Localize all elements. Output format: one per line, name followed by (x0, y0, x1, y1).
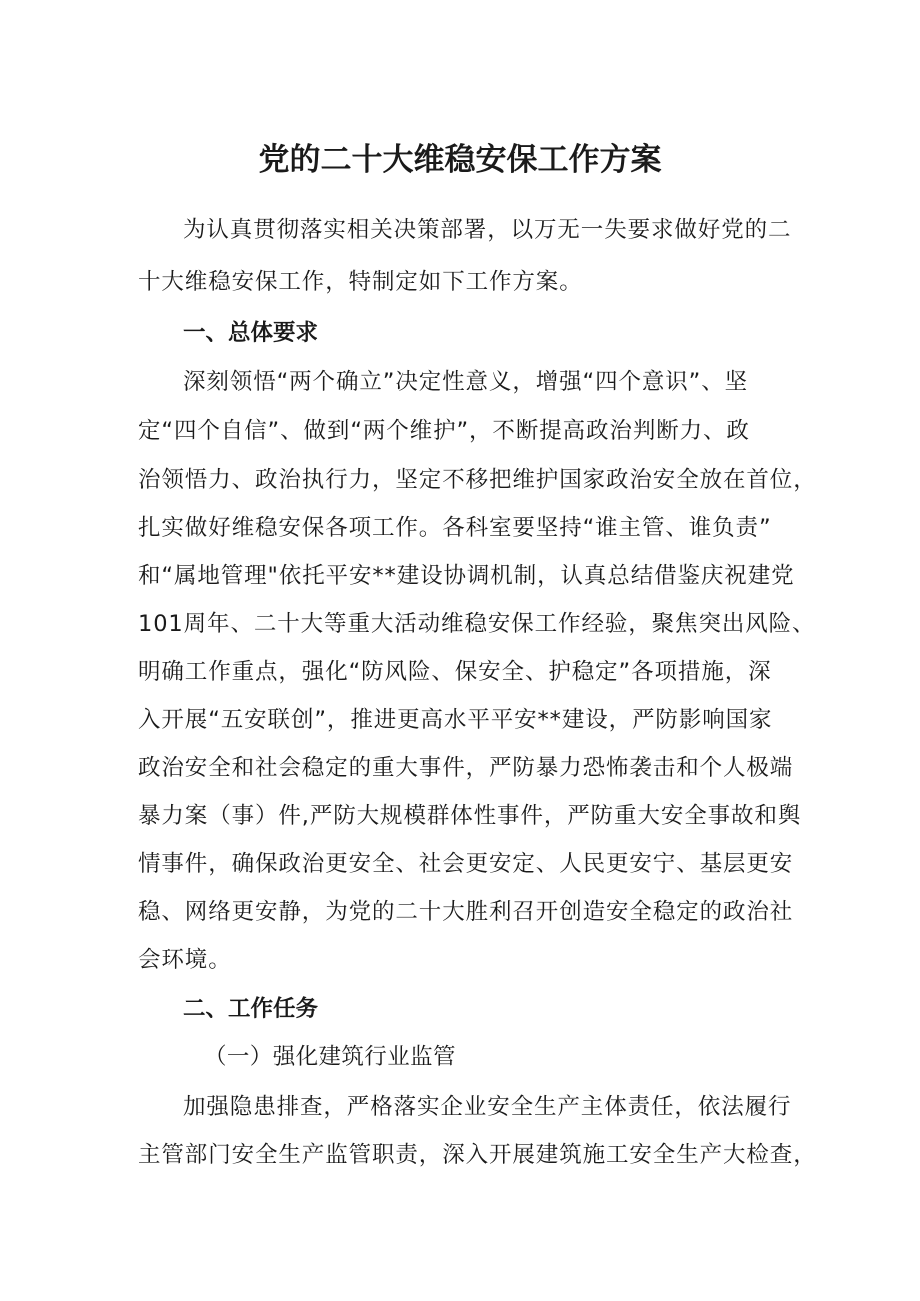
section-1-line-9: 政治安全和社会稳定的重大事件，严防暴力恐怖袭击和个人极端 (138, 755, 794, 781)
subsection-1-line-2: 主管部门安全生产监管职责，深入开展建筑施工安全生产大检查， (138, 1142, 817, 1168)
section-2-heading: 二、工作任务 (183, 996, 319, 1022)
section-1-line-13: 会环境。 (138, 947, 232, 973)
subsection-1-line-1: 加强隐患排查，严格落实企业安全生产主体责任，依法履行 (183, 1094, 792, 1120)
section-1-line-12: 稳、网络更安静，为党的二十大胜利召开创造安全稳定的政治社 (138, 899, 794, 925)
section-1-line-6: 101周年、二十大等重大活动维稳安保工作经验，聚焦突出风险、 (138, 611, 816, 637)
section-1-line-7: 明确工作重点，强化“防风险、保安全、护稳定”各项措施，深 (138, 659, 772, 685)
intro-line-2: 十大维稳安保工作，特制定如下工作方案。 (138, 269, 583, 295)
section-1-line-10: 暴力案（事）件,严防大规模群体性事件，严防重大安全事故和舆 (138, 803, 802, 829)
document-title: 党的二十大维稳安保工作方案 (258, 142, 662, 178)
section-1-line-5: 和“属地管理"依托平安**建设协调机制，认真总结借鉴庆祝建党 (138, 563, 795, 589)
section-1-line-8: 入开展“五安联创”，推进更高水平平安**建设，严防影响国家 (138, 707, 773, 733)
section-1-line-11: 情事件，确保政治更安全、社会更安定、人民更安宁、基层更安 (138, 851, 794, 877)
subsection-1-heading: （一）强化建筑行业监管 (204, 1044, 456, 1070)
section-1-line-1: 深刻领悟“两个确立”决定性意义，增强“四个意识”、坚 (183, 369, 749, 395)
section-1-line-4: 扎实做好维稳安保各项工作。各科室要坚持“谁主管、谁负责” (138, 515, 772, 541)
intro-line-1: 为认真贯彻落实相关决策部署，以万无一失要求做好党的二 (183, 217, 792, 243)
section-1-line-2: 定“四个自信”、做到“两个维护”，不断提高政治判断力、政 (138, 418, 750, 444)
section-1-heading: 一、总体要求 (183, 320, 319, 346)
section-1-line-3: 治领悟力、政治执行力，坚定不移把维护国家政治安全放在首位， (138, 467, 817, 493)
